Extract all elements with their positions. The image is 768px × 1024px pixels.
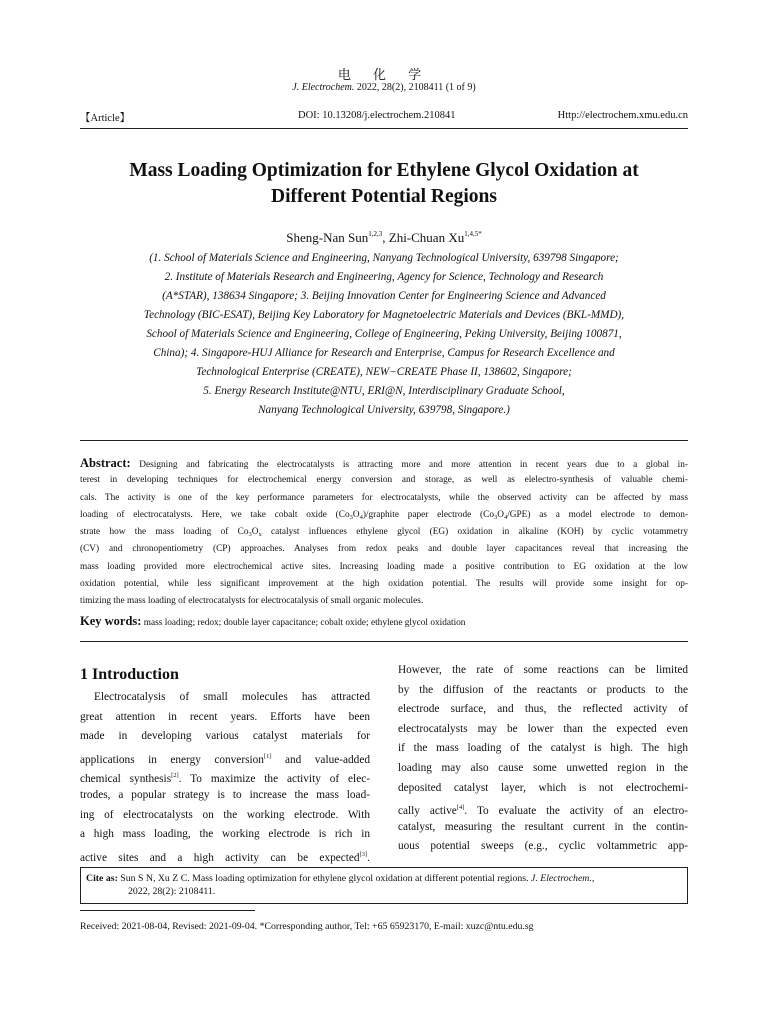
- body-line: ing of electrocatalysts on the working electrode. With: [80, 808, 370, 821]
- abstract-line: mass loading provided more electrochemical active sites. Increasing loading made a positive contribution to EG oxidation at the low: [80, 561, 688, 572]
- abstract-line: timizing the mass loading of electrocatalysts for electrocatalysis of small organic molecules.: [80, 596, 424, 607]
- author-name: Sheng-Nan Sun: [286, 230, 369, 245]
- body-line: great attention in recent years. Efforts have been: [80, 710, 370, 723]
- abstract-text: Designing and fabricating the electrocatalysts is attracting more and more attention in recent years due to a global in-: [139, 460, 689, 470]
- body-line: [80, 845, 370, 865]
- affiliations: [80, 249, 688, 420]
- abstract-line: cals. The activity is one of the key performance parameters for electrocatalysts, while the observed activity can be affected by mass: [80, 492, 688, 503]
- body-line: trodes, a popular strategy is to increase the mass load-: [80, 788, 370, 801]
- paper-title: [80, 158, 688, 210]
- abstract-text: strate how the mass loading of Co: [80, 527, 249, 538]
- abstract-line: [80, 507, 688, 524]
- body-line: [80, 766, 370, 786]
- body-line: Electrocatalysis of small molecules has attracted: [94, 691, 370, 703]
- abstract-line: terest in developing techniques for electrochemical energy conversion and storage, as well as elelectro-synthesis of valuable chemi-: [80, 475, 688, 486]
- subscript: 4: [503, 513, 508, 521]
- subscript: 3: [248, 531, 252, 539]
- journal-url[interactable]: Http://electrochem.xmu.edu.cn: [557, 110, 688, 121]
- abstract-label: Abstract:: [80, 456, 131, 470]
- citation-ref[interactable]: [4]: [456, 804, 465, 812]
- body-line: catalyst, measuring the resultant current in the contin-: [398, 820, 688, 833]
- footnote-rule: [80, 910, 255, 911]
- doi[interactable]: DOI: 10.13208/j.electrochem.210841: [298, 110, 456, 121]
- subscript: 3: [349, 513, 353, 521]
- body-text: active sites and a high activity can be expected: [80, 851, 360, 864]
- received-footnote: Received: 2021-08-04, Revised: 2021-09-04. *Corresponding author, Tel: +65 65923170, E-mail: xuzc@ntu.edu.sg: [80, 921, 534, 932]
- body-line: deposited catalyst layer, which is not electrochemi-: [398, 781, 688, 794]
- abstract-text: O: [352, 509, 360, 520]
- title-line: Different Potential Regions: [270, 186, 497, 207]
- cite-line: 2022, 28(2): 2108411.: [128, 886, 216, 897]
- affiliation-line: 5. Energy Research Institute@NTU, ERI@N, Interdisciplinary Graduate School,: [203, 385, 565, 397]
- subscript: 3: [493, 513, 498, 521]
- body-text: . To evaluate the activity of an electro-: [464, 805, 688, 818]
- body-text: . To maximize the activity of elec-: [178, 773, 370, 786]
- body-text: chemical synthesis: [80, 773, 172, 786]
- cite-journal: J. Electrochem.,: [528, 873, 595, 884]
- affiliation-line: (1. School of Materials Science and Engineering, Nanyang Technological University, 639798 Singapore;: [149, 252, 619, 264]
- header-rule: [80, 128, 688, 129]
- affiliation-line: 2. Institute of Materials Research and Engineering, Agency for Science, Technology and Research: [164, 271, 604, 283]
- abstract-text: catalyst influences ethylene glycol (EG) oxidation in alkaline (KOH) by cyclic votammetry: [261, 527, 688, 538]
- abstract-text: loading of electrocatalysts. Here, we take cobalt oxide (Co: [80, 509, 350, 520]
- abstract-line: [80, 524, 688, 541]
- article-type: 【Article】: [80, 113, 131, 124]
- abstract-line: [80, 455, 688, 472]
- body-text: cally active: [398, 805, 457, 818]
- body-text: .: [367, 851, 370, 864]
- abstract-text: )/graphite paper electrode (Co: [362, 509, 494, 520]
- body-line: electrode surface, and thus, the reflected activity of: [398, 703, 688, 716]
- body-line: a high mass loading, the working electrode is rich in: [80, 828, 370, 841]
- abstract-text: O: [497, 509, 504, 520]
- cite-text: Sun S N, Xu Z C. Mass loading optimization for ethylene glycol oxidation at different potential regions.: [117, 873, 529, 884]
- keywords-label: Key words:: [80, 614, 142, 628]
- right-column: [398, 661, 688, 857]
- author-affil-sup: 1,4,5*: [464, 230, 482, 238]
- body-line: uous potential sweeps (e.g., cyclic voltammetric app-: [398, 840, 688, 853]
- journal-chinese-title: 电 化 学: [337, 68, 431, 83]
- cite-as-box: [80, 867, 688, 904]
- left-column: [80, 664, 370, 864]
- keywords-text: mass loading; redox; double layer capacitance; cobalt oxide; ethylene glycol oxidation: [143, 618, 466, 628]
- body-line: by the diffusion of the reactants or products to the: [398, 683, 688, 696]
- body-line: if the mass loading of the catalyst is high. The high: [398, 742, 688, 755]
- author-name: Zhi-Chuan Xu: [388, 230, 465, 245]
- abstract-text: /GPE) as a model electrode to demon-: [507, 509, 688, 520]
- keywords: [80, 614, 688, 629]
- abstract: [80, 455, 688, 611]
- journal-citation-line: [80, 82, 688, 93]
- body-line: [398, 798, 688, 818]
- body-text: and value-added: [271, 753, 370, 766]
- affiliation-line: Technology (BIC-ESAT), Beijing Key Laboratory for Magnetoelectric Materials and Devices (BKL-MMD),: [143, 309, 625, 321]
- cite-line: [86, 872, 682, 885]
- subscript: x: [258, 531, 262, 539]
- body-line: [80, 747, 370, 767]
- body-line: loading may also cause some unwetted region in the: [398, 761, 688, 774]
- citation-ref[interactable]: [3]: [359, 850, 368, 858]
- author-list: [80, 230, 688, 246]
- author-separator: ,: [382, 230, 389, 245]
- title-line: Mass Loading Optimization for Ethylene Glycol Oxidation at: [129, 160, 639, 181]
- affiliation-line: (A*STAR), 138634 Singapore; 3. Beijing Innovation Center for Engineering Science and Advanced: [162, 290, 606, 302]
- abstract-text: O: [251, 527, 259, 538]
- body-text: applications in energy conversion: [80, 753, 264, 766]
- author-affil-sup: 1,2,3: [368, 230, 383, 238]
- abstract-top-rule: [80, 440, 688, 441]
- affiliation-line: School of Materials Science and Engineering, College of Engineering, Peking University, Beijing 100871,: [146, 328, 622, 340]
- cite-label: Cite as:: [86, 873, 118, 884]
- abstract-bottom-rule: [80, 641, 688, 642]
- subscript: 4: [359, 513, 363, 521]
- journal-abbrev: J. Electrochem.: [292, 82, 355, 93]
- citation-ref[interactable]: [2]: [171, 772, 179, 780]
- affiliation-line: China); 4. Singapore-HUJ Alliance for Research and Enterprise, Campus for Research Excellence and: [153, 347, 615, 359]
- affiliation-line: Technological Enterprise (CREATE), NEW−CREATE Phase II, 138602, Singapore;: [196, 366, 572, 378]
- journal-info: 2022, 28(2), 2108411 (1 of 9): [356, 82, 476, 93]
- abstract-line: (CV) and chronopentiometry (CP) approaches. Analyses from redox peaks and double layer capacitances reveal that increasing the: [80, 544, 688, 555]
- section-heading: 1 Introduction: [80, 666, 179, 683]
- body-line: However, the rate of some reactions can be limited: [398, 664, 688, 676]
- body-line: electrocatalysts may be lower than the expected even: [398, 722, 688, 735]
- abstract-line: oxidation potential, while less significant improvement at the high oxidation potential. The results will provide some insight for op-: [80, 579, 688, 590]
- paper-page: [80, 0, 688, 1024]
- body-line: made in developing various catalyst materials for: [80, 730, 370, 743]
- affiliation-line: Nanyang Technological University, 639798, Singapore.): [258, 404, 510, 416]
- citation-ref[interactable]: [1]: [263, 752, 272, 760]
